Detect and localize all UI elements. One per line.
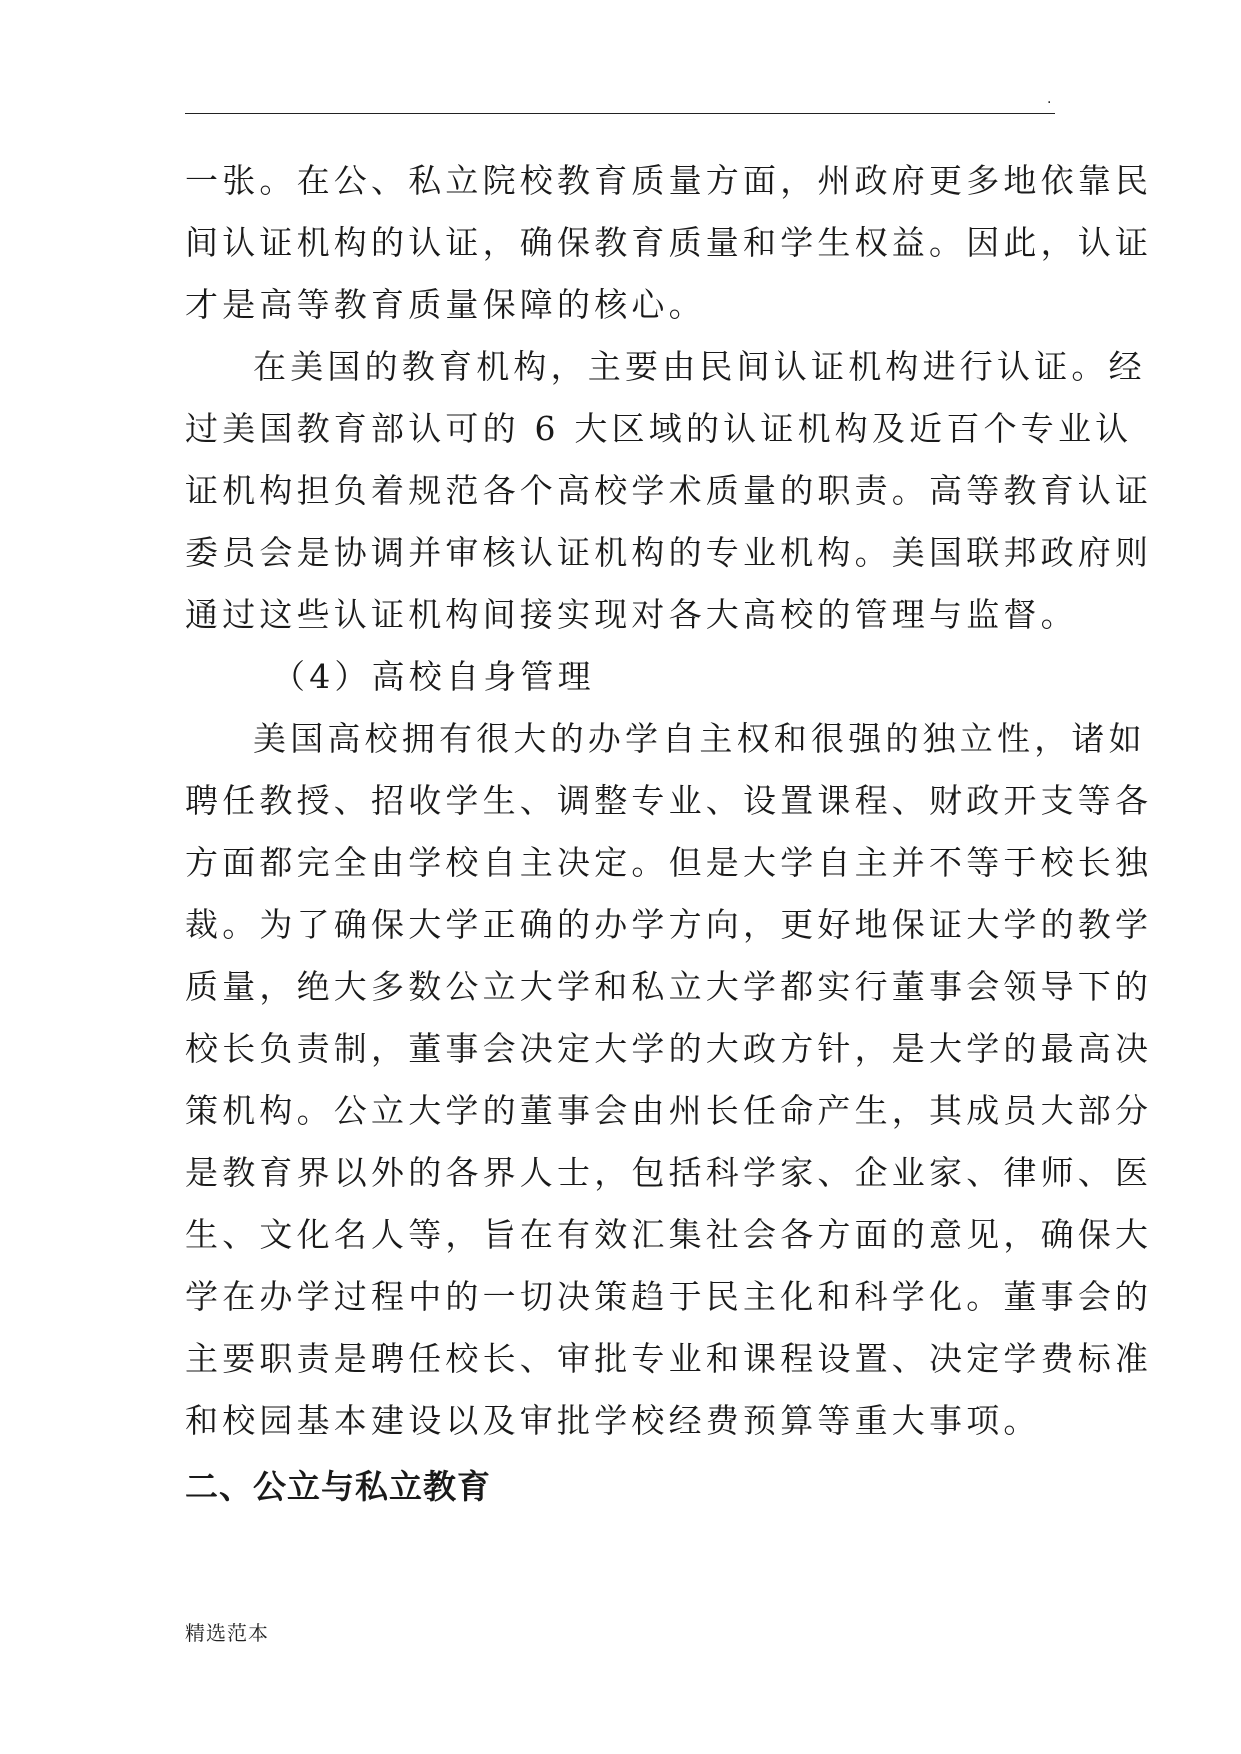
header-dot: . <box>1047 91 1052 107</box>
text-line: 通过这些认证机构间接实现对各大高校的管理与监督。 <box>185 595 1078 634</box>
text-line: 委员会是协调并审核认证机构的专业机构。美国联邦政府则 <box>185 533 1153 572</box>
text-line: 过美国教育部认可的 6 大区域的认证机构及近百个专业认 <box>185 409 1133 448</box>
text-line: 裁。为了确保大学正确的办学方向，更好地保证大学的教学 <box>185 905 1153 944</box>
text-line: 策机构。公立大学的董事会由州长任命产生，其成员大部分 <box>185 1091 1153 1130</box>
header-rule <box>185 113 1055 114</box>
subsection-heading: （4）高校自身管理 <box>272 657 595 696</box>
paragraph-start-line: 美国高校拥有很大的办学自主权和很强的独立性，诸如 <box>253 719 1146 758</box>
text-line: 聘任教授、招收学生、调整专业、设置课程、财政开支等各 <box>185 781 1153 820</box>
text-line: 校长负责制，董事会决定大学的大政方针，是大学的最高决 <box>185 1029 1153 1068</box>
text-line: 生、文化名人等，旨在有效汇集社会各方面的意见，确保大 <box>185 1215 1153 1254</box>
text-line: 证机构担负着规范各个高校学术质量的职责。高等教育认证 <box>185 471 1153 510</box>
text-line: 间认证机构的认证，确保教育质量和学生权益。因此，认证 <box>185 223 1153 262</box>
text-line: 学在办学过程中的一切决策趋于民主化和科学化。董事会的 <box>185 1277 1153 1316</box>
paragraph-start-line: 在美国的教育机构，主要由民间认证机构进行认证。经 <box>253 347 1146 386</box>
document-body <box>185 150 1153 1522</box>
text-line: 质量，绝大多数公立大学和私立大学都实行董事会领导下的 <box>185 967 1153 1006</box>
section-heading: 二、公立与私立教育 <box>185 1467 491 1506</box>
text-line: 和校园基本建设以及审批学校经费预算等重大事项。 <box>185 1401 1041 1440</box>
text-line: 方面都完全由学校自主决定。但是大学自主并不等于校长独 <box>185 843 1153 882</box>
text-line: 是教育界以外的各界人士，包括科学家、企业家、律师、医 <box>185 1153 1153 1192</box>
text-line: 才是高等教育质量保障的核心。 <box>185 285 706 324</box>
text-line: 主要职责是聘任校长、审批专业和课程设置、决定学费标准 <box>185 1339 1153 1378</box>
text-line: 一张。在公、私立院校教育质量方面，州政府更多地依靠民 <box>185 161 1153 200</box>
footer-text: 精选范本 <box>185 1621 269 1645</box>
